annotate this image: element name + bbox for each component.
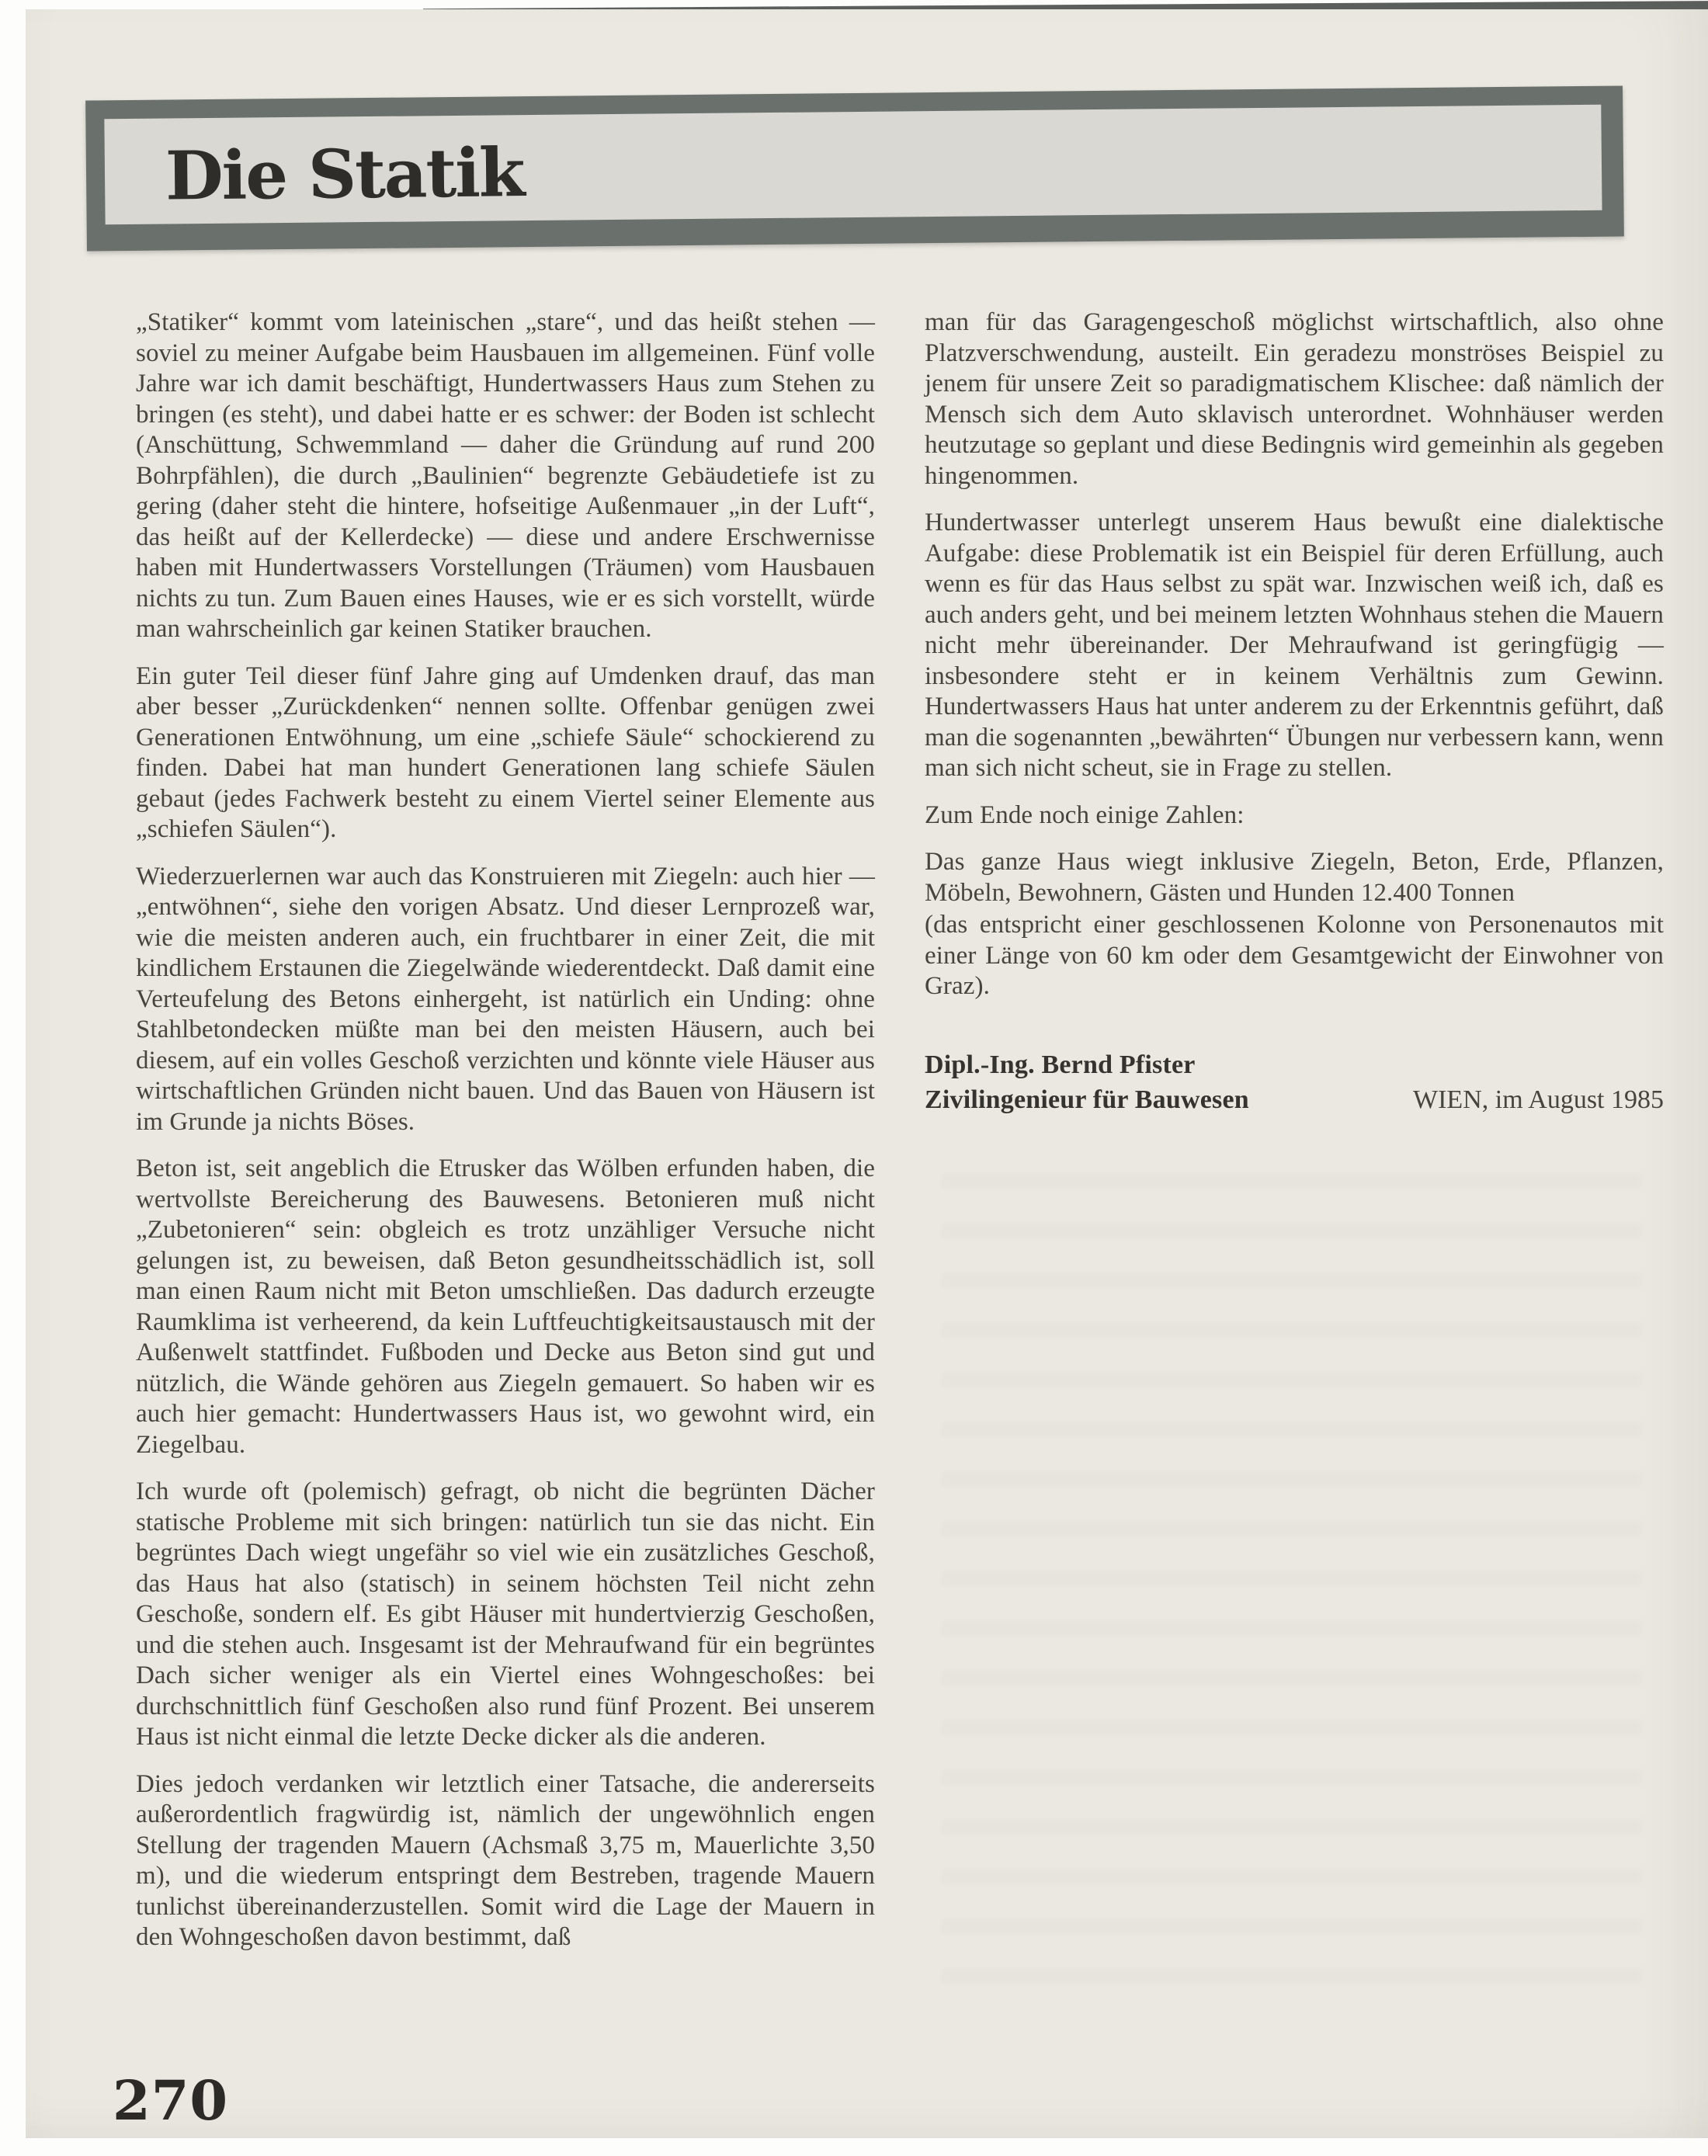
signature-author <box>925 1047 1249 1117</box>
title-banner-inner <box>104 105 1602 225</box>
signature-role: Zivilingenieur für Bauwesen <box>925 1085 1249 1114</box>
page-title: Die Statik <box>165 134 524 216</box>
paragraph-right-parenthetical: (das entspricht einer geschlossenen Kolonne von Personenautos mit einer Länge von 60 km oder dem Gesamtgewicht der Einwohner von Graz). <box>925 911 1664 1000</box>
paragraph-left-3: Wiederzuerlernen war auch das Konstruieren mit Ziegeln: auch hier — „entwöhnen“, siehe den vorigen Absatz. Und dieser Lernprozeß war, wie die meisten anderen auch, ein fruchtbarer in einer Zeit, die mit kindlichem Erstaunen die Ziegelwände wiederentdeckt. Daß damit eine Verteufelung des Betons einhergeht, ist natürlich ein Unding: ohne Stahlbetondecken müßte man bei den meisten Häusern, auch bei diesem, auf ein volles Geschoß verzichten und könnte viele Häuser aus wirtschaftlichen Gründen nicht bauen. Und das Bauen von Häusern ist im Grunde ja nichts Böses. <box>136 862 875 1136</box>
page <box>26 9 1708 2138</box>
right-column <box>925 307 1664 1117</box>
paragraph-right-lead-in: Zum Ende noch einige Zahlen: <box>925 800 1245 829</box>
paragraph-right-weight: Das ganze Haus wiegt inklusive Ziegeln, Beton, Erde, Pflanzen, Möbeln, Bewohnern, Gästen und Hunden 12.400 Tonnen <box>925 848 1664 907</box>
paragraph-right-2: Hundertwasser unterlegt unserem Haus bewußt eine dialektische Aufgabe: diese Problematik ist ein Beispiel für deren Erfüllung, auch wenn es für das Haus selbst zu spät war. Inzwischen weiß ich, daß es auch anders geht, und bei meinem letzten Wohnhaus stehen die Mauern nicht mehr übereinander. Der Mehraufwand ist geringfügig — insbesondere steht er in keinem Verhältnis zum Gewinn. Hundertwassers Haus hat unter anderem zu der Erkenntnis geführt, daß man die sogenannten „bewährten“ Übungen nur verbessern kann, wenn man sich nicht scheut, sie in Frage zu stellen. <box>925 509 1664 782</box>
signature-name: Dipl.-Ing. Bernd Pfister <box>925 1050 1196 1079</box>
title-banner <box>85 86 1624 252</box>
paragraph-left-6: Dies jedoch verdanken wir letztlich einer Tatsache, die andererseits außerordentlich fragwürdig ist, nämlich der ungewöhnlich engen Stellung der tragenden Mauern (Achsmaß 3,75 m, Mauerlichte 3,50 m), und die wiederum entspringt dem Bestreben, tragende Mauern tunlichst übereinanderzustellen. Somit wird die Lage der Mauern in den Wohngeschoßen davon bestimmt, daß <box>136 1769 875 1951</box>
signature-block <box>925 1047 1664 1117</box>
signature-place-date: WIEN, im August 1985 <box>1413 1085 1664 1114</box>
paragraph-left-2: Ein guter Teil dieser fünf Jahre ging auf Umdenken drauf, das man aber besser „Zurückdenken“ nennen sollte. Offenbar genügen zwei Generationen Entwöhnung, um eine „schiefe Säule“ schockierend zu finden. Dabei hat man hundert Generationen lang schiefe Säulen gebaut (jedes Fachwerk besteht zu einem Viertel seiner Elemente aus „schiefen Säulen“). <box>136 661 875 843</box>
left-column <box>136 307 875 1970</box>
paragraph-left-5: Ich wurde oft (polemisch) gefragt, ob nicht die begrünten Dächer statische Probleme mit sich bringen: natürlich tun sie das nicht. Ein begrüntes Dach wiegt ungefähr so viel wie ein zusätzliches Geschoß, das Haus hat also (statisch) in seinem höchsten Teil nicht zehn Geschoße, sondern elf. Es gibt Häuser mit hundertvierzig Geschoßen, und die stehen auch. Insgesamt ist der Mehraufwand für ein begrüntes Dach sicher weniger als ein Viertel eines Wohngeschoßes: bei durchschnittlich fünf Geschoßen also rund fünf Prozent. Bei unserem Haus ist nicht einmal die letzte Decke dicker als die anderen. <box>136 1477 875 1751</box>
page-number: 270 <box>113 2068 229 2133</box>
paragraph-left-1: „Statiker“ kommt vom lateinischen „stare“, und das heißt stehen — soviel zu meiner Aufgabe beim Hausbauen im allgemeinen. Fünf volle Jahre war ich damit beschäftigt, Hundertwassers Haus zum Stehen zu bringen (es steht), und dabei hatte er es schwer: der Boden ist schlecht (Anschüttung, Schwemmland — daher die Gründung auf rund 200 Bohrpfählen), die durch „Baulinien“ begrenzte Gebäudetiefe ist zu gering (daher steht die hintere, hofseitige Außenmauer „in der Luft“, das heißt auf der Kellerdecke) — diese und andere Erschwernisse haben mit Hundertwassers Vorstellungen (Träumen) vom Hausbauen nichts zu tun. Zum Bauen eines Hauses, wie er es sich vorstellt, würde man wahrscheinlich gar keinen Statiker brauchen. <box>136 308 875 643</box>
paragraph-right-1: man für das Garagengeschoß möglichst wirtschaftlich, also ohne Platzverschwendung, austeilt. Ein geradezu monströses Beispiel zu jenem für unsere Zeit so paradigmatischem Klischee: daß nämlich der Mensch sich dem Auto sklavisch unterordnet. Wohnhäuser werden heutzutage so geplant und diese Bedingnis wird gemeinhin als gegeben hingenommen. <box>925 308 1664 490</box>
reverse-side-show-through-artifact <box>942 1174 1640 1989</box>
paragraph-left-4: Beton ist, seit angeblich die Etrusker das Wölben erfunden haben, die wertvollste Bereicherung des Bauwesens. Betonieren muß nicht „Zubetonieren“ sein: obgleich es trotz unzähliger Versuche nicht gelungen ist, zu beweisen, daß Beton gesundheitsschädlich ist, soll man einen Raum nicht mit Beton umschließen. Das dadurch erzeugte Raumklima ist verheerend, da kein Luftfeuchtigkeitsaustausch mit der Außenwelt stattfindet. Fußboden und Decke aus Beton sind gut und nützlich, die Wände gehören aus Ziegeln gemauert. So haben wir es auch hier gemacht: Hundertwassers Haus ist, wo gewohnt wird, ein Ziegelbau. <box>136 1154 875 1459</box>
